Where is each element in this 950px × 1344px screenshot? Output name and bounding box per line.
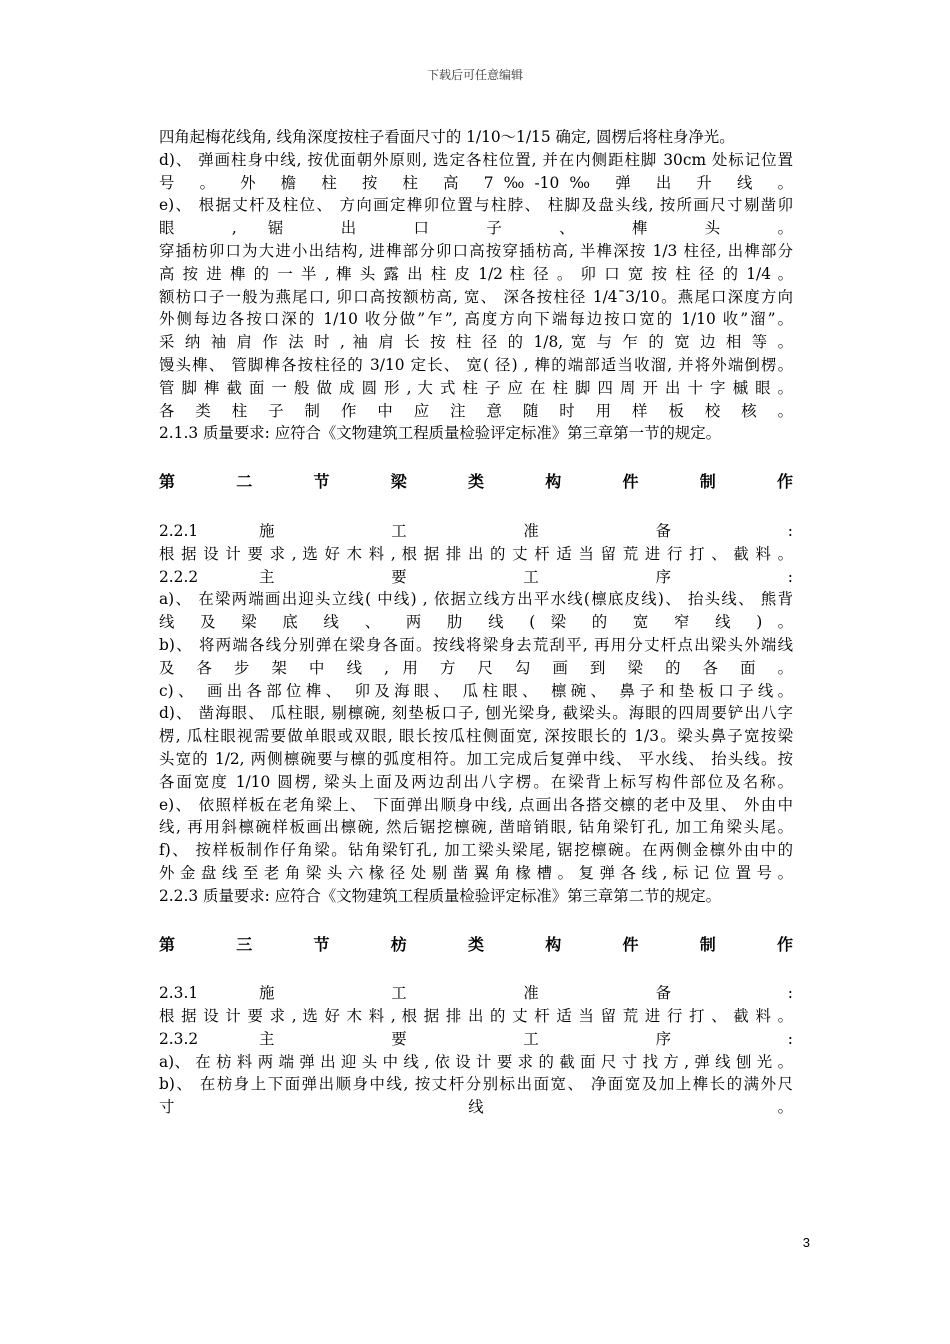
subsection-heading: 2.2.1 施 工 准 备 : (159, 521, 793, 540)
text-line: 四角起梅花线角, 线角深度按柱子看面尺寸的 1/10～1/15 确定, 圆楞后将柱身净光。 (159, 128, 735, 146)
text-line: 线 及 梁 底 线 、 两 肋 线 ( 梁 的 宽 窄 线 ) 。 (159, 613, 793, 632)
text-line: 2.1.3 质量要求: 应符合《文物建筑工程质量检验评定标准》第三章第一节的规定。 (159, 424, 722, 443)
text-line: 2.2.3 质量要求: 应符合《文物建筑工程质量检验评定标准》第三章第二节的规定。 (159, 886, 722, 905)
section-heading: 第 二 节 梁 类 构 件 制 作 (159, 472, 793, 492)
text-line: c)、 画出各部位榫、 卯及海眼、 瓜柱眼、 檩碗、 鼻子和垫板口子线。 (159, 681, 793, 700)
subsection-heading: 2.2.2 主 要 工 序 : (159, 567, 793, 586)
text-line: 根 据 设 计 要 求 , 选 好 木 料 , 根 据 排 出 的 丈 杆 适 当 留 荒 进 行 打 、 截 料 。 (159, 544, 793, 563)
subsection-heading: 2.3.1 施 工 准 备 : (159, 984, 793, 1003)
text-line: 号 。 外 檐 柱 按 柱 高 7‰-10‰ 弹 出 升 线 。 (159, 173, 793, 192)
text-line: 外 金 盘 线 至 老 角 梁 头 六 椽 径 处 剔 凿 翼 角 椽 槽 。 复 弹 各 线 , 标 记 位 置 号 。 (159, 863, 793, 882)
subsection-heading: 2.3.2 主 要 工 序 : (159, 1029, 793, 1048)
text-line: a)、 在梁两端画出迎头立线( 中线) , 依据立线方出平水线(檩底皮线)、 抬头线、 熊背 (159, 590, 793, 609)
text-line: b)、 在枋身上下面弹出顺身中线, 按丈杆分别标出面宽、 净面宽及加上榫长的满外尺 (159, 1075, 793, 1094)
text-line: 楞, 瓜柱眼视需要做单眼或双眼, 眼长按瓜柱侧面宽, 深按眼长的 1/3。梁头鼻子宽按梁 (159, 727, 793, 746)
text-line: 根 据 设 计 要 求 , 选 好 木 料 , 根 据 排 出 的 丈 杆 适 当 留 荒 进 行 打 、 截 料 。 (159, 1007, 793, 1026)
section-heading: 第 三 节 枋 类 构 件 制 作 (159, 934, 793, 954)
text-line: 高 按 进 榫 的 一 半 , 榫 头 露 出 柱 皮 1/2 柱 径 。 卯 口 宽 按 柱 径 的 1/4 。 (159, 264, 793, 283)
page-header: 下载后可任意编辑 (426, 68, 523, 82)
text-line: e)、 依照样板在老角梁上、 下面弹出顺身中线, 点画出各搭交檩的老中及里、 外由中 (159, 795, 793, 814)
text-line: 穿插枋卯口为大进小出结构, 进榫部分卯口高按穿插枋高, 半榫深按 1/3 柱径, 出榫部分 (159, 241, 793, 260)
text-line: 采 纳 袖 肩 作 法 时 , 袖 肩 长 按 柱 径 的 1/8, 宽 与 乍 的 宽 边 相 等 。 (159, 333, 793, 352)
text-line: 寸 线 。 (159, 1098, 793, 1117)
text-line: e)、 根据丈杆及柱位、 方向画定榫卯位置与柱脖、 柱脚及盘头线, 按所画尺寸剔凿卯 (159, 196, 793, 215)
text-line: 头宽的 1/2, 两侧檩碗要与檩的弧度相符。加工完成后复弹中线、 平水线、 抬头线。按 (159, 749, 793, 768)
text-line: a)、 在 枋 料 两 端 弹 出 迎 头 中 线 , 依 设 计 要 求 的 截 面 尺 寸 找 方 , 弹 线 刨 光 。 (159, 1052, 793, 1071)
text-line: 额枋口子一般为燕尾口, 卯口高按额枋高, 宽、 深各按柱径 1/4¯3/10。燕尾口深度方向 (159, 287, 793, 306)
text-line: 眼 , 锯 出 口 子 、 榫 头 。 (159, 219, 793, 238)
text-line: 馒头榫、 管脚榫各按柱径的 3/10 定长、 宽( 径) , 榫的端部适当收溜, 并将外端倒楞。 (159, 355, 793, 374)
page-number: 3 (802, 1235, 810, 1250)
document-body (159, 126, 793, 1119)
text-line: d)、 弹画柱身中线, 按优面朝外原则, 选定各柱位置, 并在内侧距柱脚 30cm 处标记位置 (159, 150, 793, 169)
text-line: f)、 按样板制作仔角梁。钻角梁钉孔, 加工梁头梁尾, 锯挖檩碗。在两侧金檩外由中的 (159, 841, 793, 860)
text-line: 及 各 步 架 中 线 , 用 方 尺 勾 画 到 梁 的 各 面 。 (159, 658, 793, 677)
text-line: 外侧每边各按口深的 1/10 收分做”乍”, 高度方向下端每边按口宽的 1/10 收”溜”。 (159, 310, 793, 329)
text-line: 线, 再用斜檩碗样板画出檩碗, 然后锯挖檩碗, 凿暗销眼, 钻角梁钉孔, 加工角梁头尾。 (159, 818, 793, 837)
text-line: b)、 将两端各线分别弹在梁身各面。按线将梁身去荒刮平, 再用分丈杆点出梁头外端线 (159, 635, 793, 654)
text-line: d)、 凿海眼、 瓜柱眼, 剔檩碗, 刻垫板口子, 刨光梁身, 截梁头。海眼的四周要铲出八字 (159, 704, 793, 723)
text-line: 各面宽度 1/10 圆楞, 梁头上面及两边刮出八字楞。在梁背上标写构件部位及名称。 (159, 772, 793, 791)
text-line: 管 脚 榫 截 面 一 般 做 成 圆 形 , 大 式 柱 子 应 在 柱 脚 四 周 开 出 十 字 槭 眼 。 (159, 378, 793, 397)
text-line: 各 类 柱 子 制 作 中 应 注 意 随 时 用 样 板 校 核 。 (159, 401, 793, 420)
